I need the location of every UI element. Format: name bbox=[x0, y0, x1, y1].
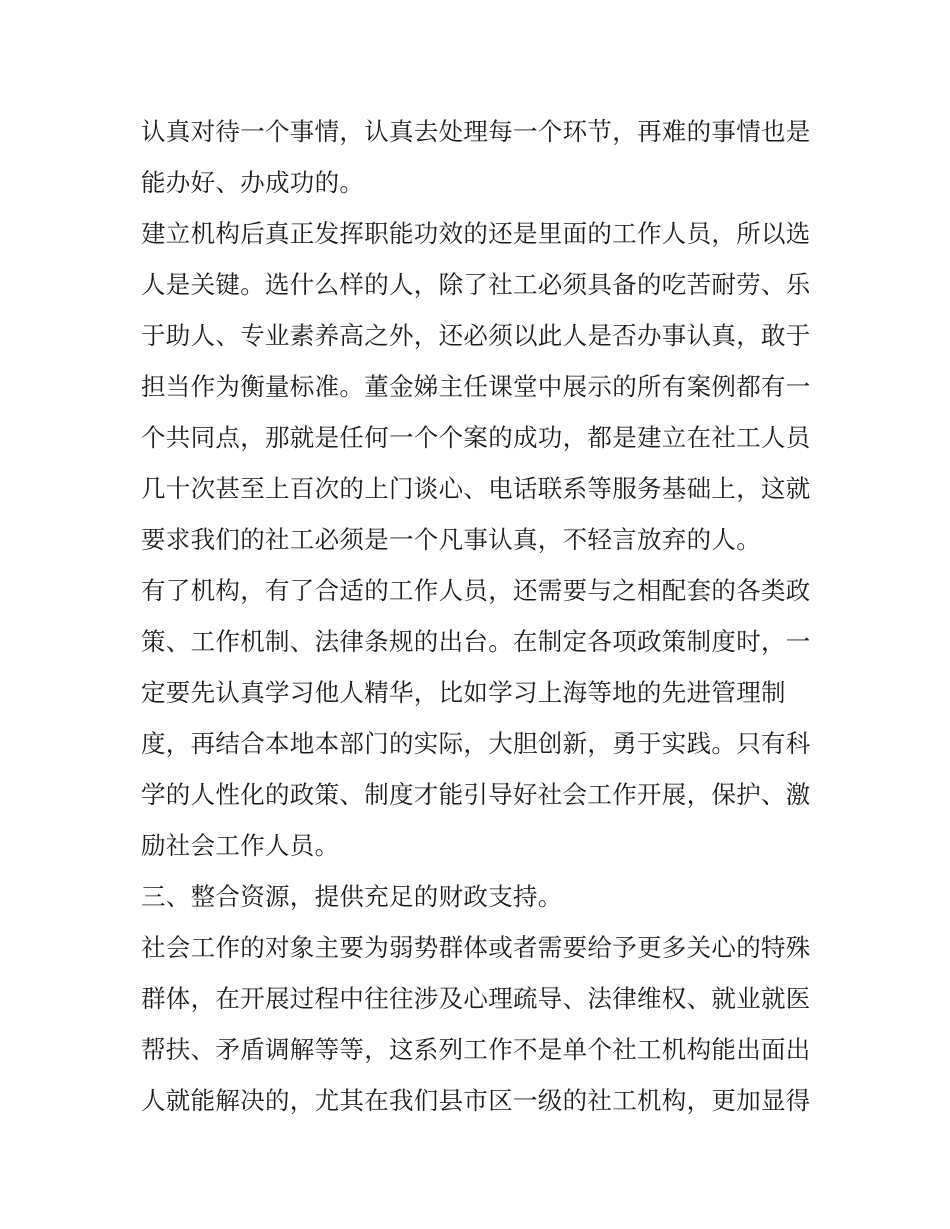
body-text bbox=[141, 106, 821, 1126]
text-line: 建立机构后真正发挥职能功效的还是里面的工作人员，所以选 bbox=[141, 219, 811, 248]
section-heading: 三、整合资源，提供充足的财政支持。 bbox=[141, 882, 563, 911]
text-line: 认真对待一个事情，认真去处理每一个环节，再难的事情也是 bbox=[141, 117, 811, 146]
text-line: 定要先认真学习他人精华，比如学习上海等地的先进管理制 bbox=[141, 678, 786, 707]
text-line: 担当作为衡量标准。董金娣主任课堂中展示的所有案例都有一 bbox=[141, 372, 811, 401]
text-line: 群体，在开展过程中往往涉及心理疏导、法律维权、就业就医 bbox=[141, 984, 811, 1013]
text-line: 励社会工作人员。 bbox=[141, 831, 340, 860]
text-line: 学的人性化的政策、制度才能引导好社会工作开展，保护、激 bbox=[141, 780, 811, 809]
text-line: 帮扶、矛盾调解等等，这系列工作不是单个社工机构能出面出 bbox=[141, 1035, 811, 1064]
text-line: 能办好、办成功的。 bbox=[141, 168, 365, 197]
text-line: 有了机构，有了合适的工作人员，还需要与之相配套的各类政 bbox=[141, 576, 811, 605]
text-line: 度，再结合本地本部门的实际，大胆创新，勇于实践。只有科 bbox=[141, 729, 811, 758]
text-line: 个共同点，那就是任何一个个案的成功，都是建立在社工人员 bbox=[141, 423, 811, 452]
text-line: 人是关键。选什么样的人，除了社工必须具备的吃苦耐劳、乐 bbox=[141, 270, 811, 299]
text-line: 社会工作的对象主要为弱势群体或者需要给予更多关心的特殊 bbox=[141, 933, 811, 962]
text-line: 人就能解决的，尤其在我们县市区一级的社工机构，更加显得 bbox=[141, 1086, 811, 1115]
text-line: 几十次甚至上百次的上门谈心、电话联系等服务基础上，这就 bbox=[141, 474, 811, 503]
text-line: 于助人、专业素养高之外，还必须以此人是否办事认真，敢于 bbox=[141, 321, 811, 350]
text-line: 要求我们的社工必须是一个凡事认真，不轻言放弃的人。 bbox=[141, 525, 761, 554]
text-line: 策、工作机制、法律条规的出台。在制定各项政策制度时，一 bbox=[141, 627, 811, 656]
